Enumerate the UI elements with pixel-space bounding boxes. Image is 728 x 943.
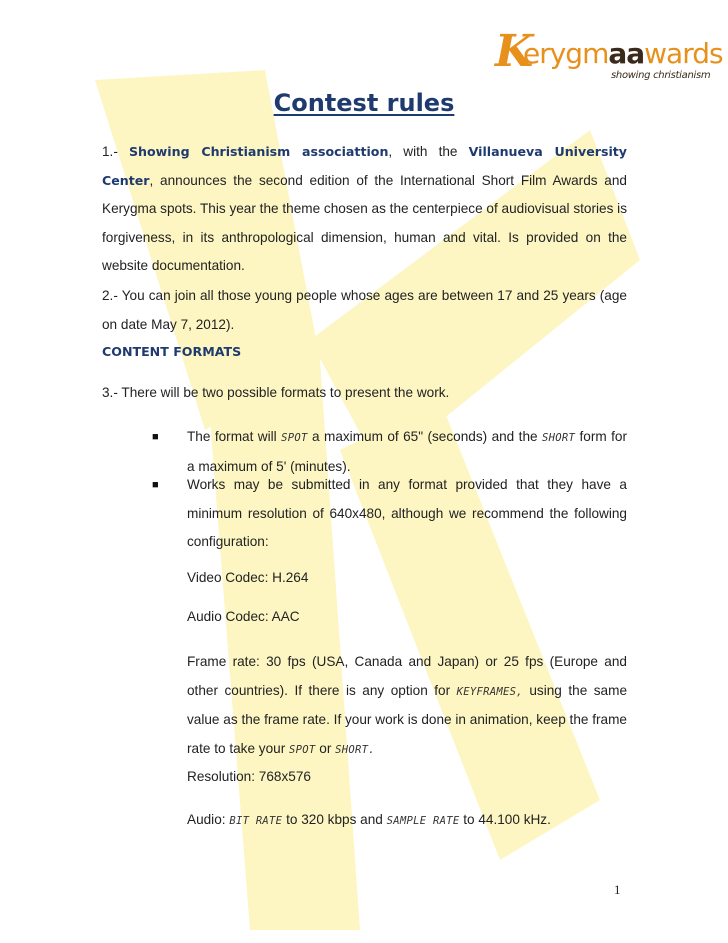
frame-rate-paragraph: Frame rate: 30 fps (USA, Canada and Japan) or 25 fps (Europe and other countries). If there is any option for KEYFRAMES, using the same value as the frame rate. If your work is done in animation, keep the frame rate to take your SPOT or SHORT. [187,654,627,756]
content-formats-heading: CONTENT FORMATS [102,344,242,359]
center-name: Villanueva University Center [102,144,627,188]
bullet-square-icon: ■ [152,479,159,491]
kerygma-awards-logo [493,26,723,88]
page-number: 1 [614,882,621,897]
logo-wordmark: erygmaawards [523,37,723,70]
logo-tagline: showing christianism [611,70,711,81]
logo-k: K [495,26,534,77]
audio-codec-line: Audio Codec: AAC [187,609,300,624]
resolution-line: Resolution: 768x576 [187,769,311,784]
bullet-square-icon: ■ [152,431,159,443]
rule-2-paragraph: 2.- You can join all those young people whose ages are between 17 and 25 years (age on date May 7, 2012). [102,288,627,332]
bullet-submission-format: Works may be submitted in any format provided that they have a minimum resolution of 640x480, although we recommend the following configuration: [187,477,627,549]
bullet-format-durations: The format will SPOT a maximum of 65" (seconds) and the SHORT form for a maximum of 5' (minutes). [187,429,628,474]
rule-3-paragraph: 3.- There will be two possible formats to present the work. [102,385,450,400]
org-name: Showing Christianism associattion [128,144,389,159]
audio-line: Audio: BIT RATE to 320 kbps and SAMPLE RATE to 44.100 kHz. [187,812,551,827]
video-codec-line: Video Codec: H.264 [187,570,309,585]
rule-1-paragraph: 1.- Showing Christianism associattion, with the Villanueva University Center, announces the second edition of the International Short Film Awards and Kerygma spots. This year the theme chosen as the centerpiece of audiovisual stories is forgiveness, in its anthropological dimension, human and vital. Is provided on the website documentation. [102,144,627,273]
page-title: Contest rules [273,89,455,117]
